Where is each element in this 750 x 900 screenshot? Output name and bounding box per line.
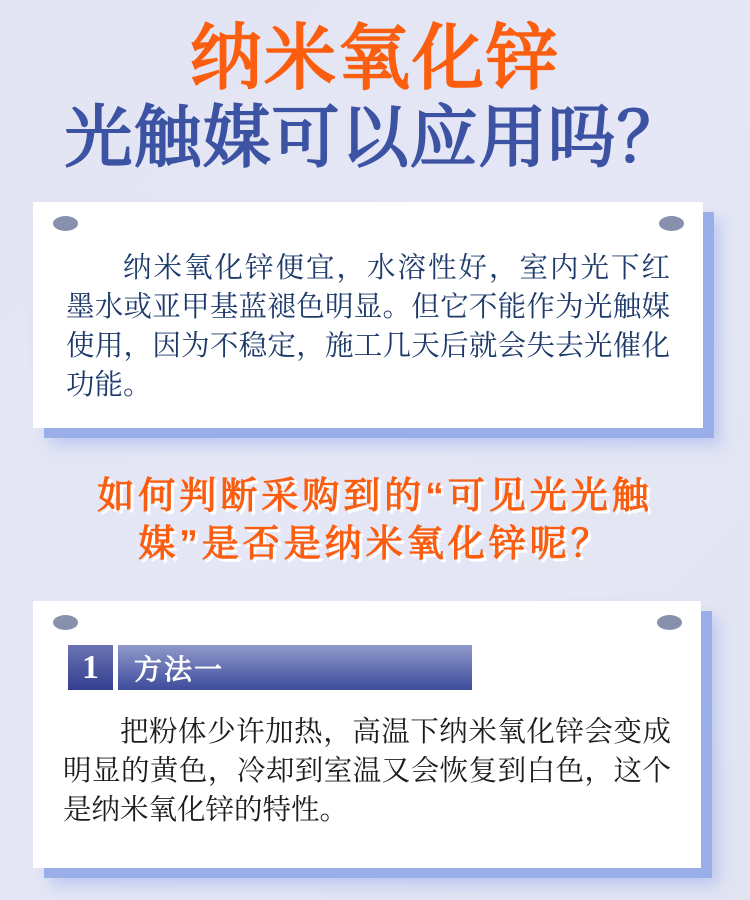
title-line-2: 光触媒可以应用吗？ [64, 100, 686, 176]
intro-text-line: 使用，因为不稳定，施工几天后就会失去光催化 [66, 330, 670, 362]
method-banner-label: 方法一 [118, 645, 472, 690]
method-text [63, 713, 671, 830]
card-pin-left [53, 216, 78, 231]
method-banner [68, 645, 472, 690]
method-text-line: 明显的黄色，冷却到室温又会恢复到白色，这个 [63, 755, 671, 787]
intro-text-line: 墨水或亚甲基蓝褪色明显。但它不能作为光触媒 [66, 291, 670, 323]
method-text-line: 是纳米氧化锌的特性。 [63, 794, 349, 826]
question-heading-line-1: 如何判断采购到的“可见光光触 [97, 475, 653, 516]
card-pin-left [53, 615, 78, 630]
card-pin-right [659, 216, 684, 231]
question-heading-line-2: 媒”是否是纳米氧化锌呢？ [138, 523, 612, 564]
method-number-badge: 1 [68, 645, 113, 690]
title-line-1: 纳米氧化锌 [189, 19, 560, 99]
intro-text [66, 249, 670, 405]
method-text-line: 把粉体少许加热，高温下纳米氧化锌会变成 [120, 716, 671, 748]
question-heading [0, 472, 750, 568]
method-card [33, 601, 701, 868]
page-title [0, 18, 750, 176]
intro-card [33, 202, 703, 428]
intro-text-line: 功能。 [66, 369, 152, 401]
intro-text-line: 纳米氧化锌便宜，水溶性好，室内光下红 [123, 252, 670, 284]
card-pin-right [657, 615, 682, 630]
